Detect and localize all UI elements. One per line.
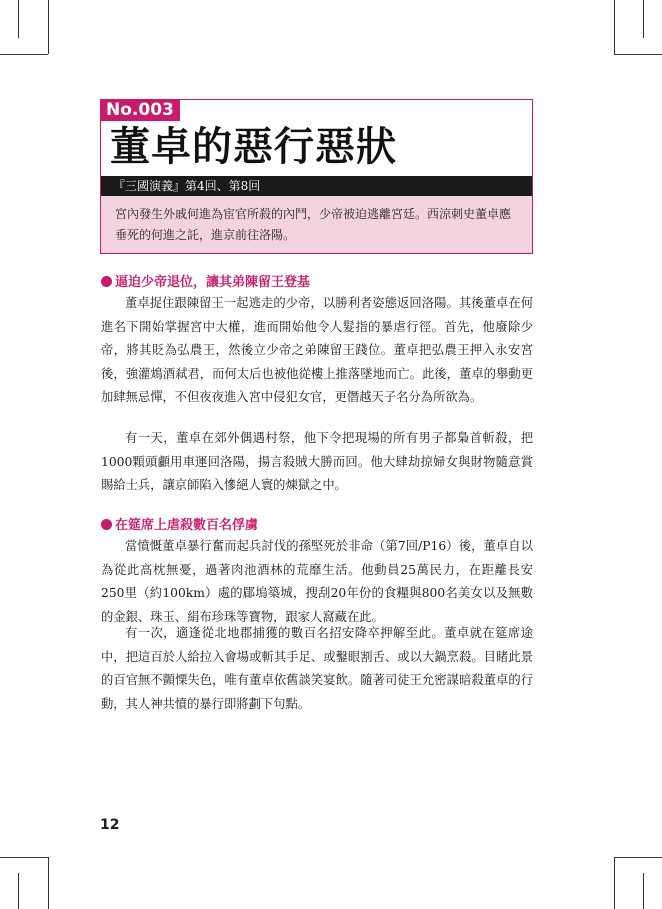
bullet-icon	[101, 276, 112, 287]
bullet-icon	[101, 519, 112, 530]
crop-mark	[0, 54, 48, 55]
page-number: 12	[100, 817, 120, 833]
summary-box: 宮內發生外戚何進為宦官所殺的內鬥，少帝被迫逃離宮廷。西涼刺史董卓應垂死的何進之託，進京前往洛陽。	[101, 196, 532, 253]
paragraph: 董卓捉住跟陳留王一起逃走的少帝，以勝利者姿態返回洛陽。其後董卓在何進名下開始掌握宮中大權，進而開始他令人髮指的暴虐行徑。首先，他廢除少帝，將其貶為弘農王，然後立少帝之弟陳留王踐位。董卓把弘農王押入永安宮後，強灌鴆酒弒君，而何太后也被他從樓上推落墜地而亡。此後，董卓的舉動更加肆無忌憚，不但夜夜進入宮中侵犯女官，更僭越天子名分為所欲為。	[101, 296, 533, 404]
section-heading: 逼迫少帝退位，讓其弟陳留王登基	[101, 274, 310, 292]
crop-mark	[0, 857, 48, 858]
crop-mark	[643, 0, 644, 38]
paragraph: 有一天，董卓在郊外偶遇村祭，他下令把現場的所有男子都梟首斬殺，把1000顆頭顱用車運回洛陽，揚言殺賊大勝而回。他大肆劫掠婦女與財物隨意賞賜給士兵，讓京師陷入慘絕人寰的煉獄之中。	[101, 431, 533, 492]
source-reference: 『三國演義』第4回、第8回	[101, 176, 532, 196]
crop-mark	[48, 857, 49, 909]
crop-mark	[614, 54, 662, 55]
section-heading: 在筵席上虐殺數百名俘虜	[101, 517, 258, 535]
crop-mark	[614, 0, 615, 54]
crop-mark	[614, 857, 662, 858]
crop-mark	[48, 0, 49, 54]
page-title: 董卓的惡行惡狀	[110, 124, 397, 170]
crop-mark	[18, 0, 19, 38]
chapter-number: No.003	[100, 99, 180, 121]
paragraph: 當憤慨董卓暴行奮而起兵討伐的孫堅死於非命（第7回/P16）後，董卓自以為從此高枕無憂，過著肉池酒林的荒靡生活。他動員25萬民力，在距離長安250里（約100km）處的郿塢築城，搜刮20年份的食糧與800名美女以及無數的金銀、珠玉、絹布珍珠等寶物，跟家人窩藏在此。	[101, 539, 533, 624]
crop-mark	[643, 873, 644, 909]
paragraph: 有一次，適逢從北地郡捕獲的數百名招安降卒押解至此。董卓就在筵席途中，把這百於人給拉入會場或斬其手足、或鑿眼割舌、或以大鍋烹殺。目睹此景的百官無不顫慄失色，唯有董卓依舊談笑宴飲。隨著司徒王允密謀暗殺董卓的行動，其人神共憤的暴行即將劃下句點。	[101, 626, 533, 711]
crop-mark	[614, 857, 615, 909]
crop-mark	[18, 873, 19, 909]
